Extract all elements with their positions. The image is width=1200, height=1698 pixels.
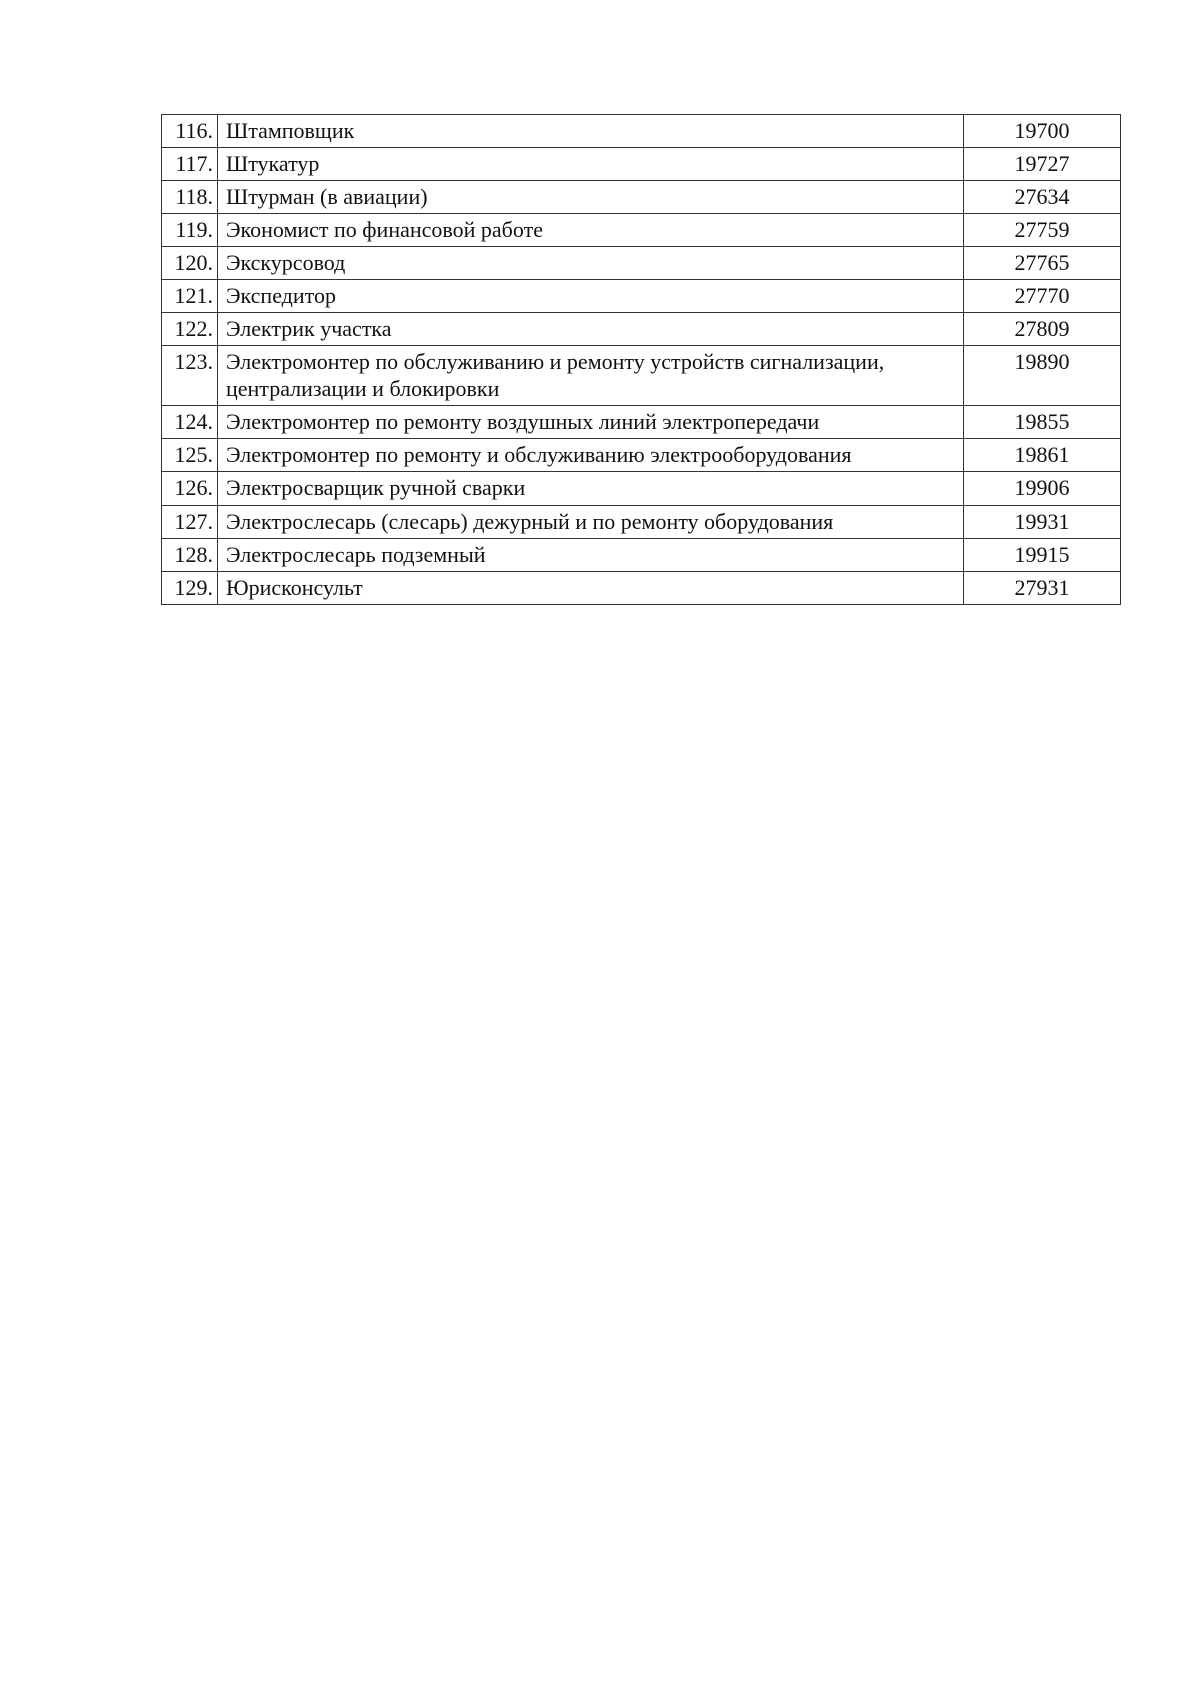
row-number: 129. bbox=[162, 572, 218, 605]
profession-code: 27809 bbox=[964, 313, 1121, 346]
profession-code: 27765 bbox=[964, 247, 1121, 280]
table-row bbox=[162, 313, 1121, 346]
table-row bbox=[162, 280, 1121, 313]
table-row bbox=[162, 214, 1121, 247]
table-row bbox=[162, 247, 1121, 280]
profession-name: Электромонтер по ремонту воздушных линий электропередачи bbox=[218, 406, 964, 439]
table-row bbox=[162, 539, 1121, 572]
profession-name: Электромонтер по ремонту и обслуживанию электрооборудования bbox=[218, 439, 964, 472]
profession-name: Электромонтер по обслуживанию и ремонту устройств сигнализации, централизации и блокировки bbox=[218, 346, 964, 406]
profession-code: 27759 bbox=[964, 214, 1121, 247]
profession-name: Экспедитор bbox=[218, 280, 964, 313]
profession-code: 27634 bbox=[964, 181, 1121, 214]
table-row bbox=[162, 406, 1121, 439]
table-row bbox=[162, 181, 1121, 214]
profession-name: Экономист по финансовой работе bbox=[218, 214, 964, 247]
profession-code: 19906 bbox=[964, 472, 1121, 506]
profession-name: Электрик участка bbox=[218, 313, 964, 346]
profession-code: 19855 bbox=[964, 406, 1121, 439]
row-number: 125. bbox=[162, 439, 218, 472]
profession-name: Электросварщик ручной сварки bbox=[218, 472, 964, 506]
row-number: 116. bbox=[162, 115, 218, 148]
row-number: 122. bbox=[162, 313, 218, 346]
table-row bbox=[162, 148, 1121, 181]
profession-codes-table bbox=[161, 114, 1121, 605]
profession-code: 19861 bbox=[964, 439, 1121, 472]
profession-name: Юрисконсульт bbox=[218, 572, 964, 605]
table-row bbox=[162, 506, 1121, 539]
profession-name: Штурман (в авиации) bbox=[218, 181, 964, 214]
row-number: 128. bbox=[162, 539, 218, 572]
row-number: 119. bbox=[162, 214, 218, 247]
row-number: 126. bbox=[162, 472, 218, 506]
row-number: 123. bbox=[162, 346, 218, 406]
profession-code: 19931 bbox=[964, 506, 1121, 539]
profession-name: Штамповщик bbox=[218, 115, 964, 148]
profession-code: 27931 bbox=[964, 572, 1121, 605]
row-number: 120. bbox=[162, 247, 218, 280]
profession-code: 19890 bbox=[964, 346, 1121, 406]
profession-code: 19915 bbox=[964, 539, 1121, 572]
row-number: 127. bbox=[162, 506, 218, 539]
profession-name: Экскурсовод bbox=[218, 247, 964, 280]
row-number: 121. bbox=[162, 280, 218, 313]
profession-name: Штукатур bbox=[218, 148, 964, 181]
row-number: 124. bbox=[162, 406, 218, 439]
table-row bbox=[162, 472, 1121, 506]
profession-name: Электрослесарь подземный bbox=[218, 539, 964, 572]
profession-code: 19727 bbox=[964, 148, 1121, 181]
table-row bbox=[162, 572, 1121, 605]
table-row bbox=[162, 439, 1121, 472]
profession-code: 27770 bbox=[964, 280, 1121, 313]
table-row bbox=[162, 115, 1121, 148]
profession-name: Электрослесарь (слесарь) дежурный и по ремонту оборудования bbox=[218, 506, 964, 539]
table-row bbox=[162, 346, 1121, 406]
row-number: 117. bbox=[162, 148, 218, 181]
profession-code: 19700 bbox=[964, 115, 1121, 148]
row-number: 118. bbox=[162, 181, 218, 214]
